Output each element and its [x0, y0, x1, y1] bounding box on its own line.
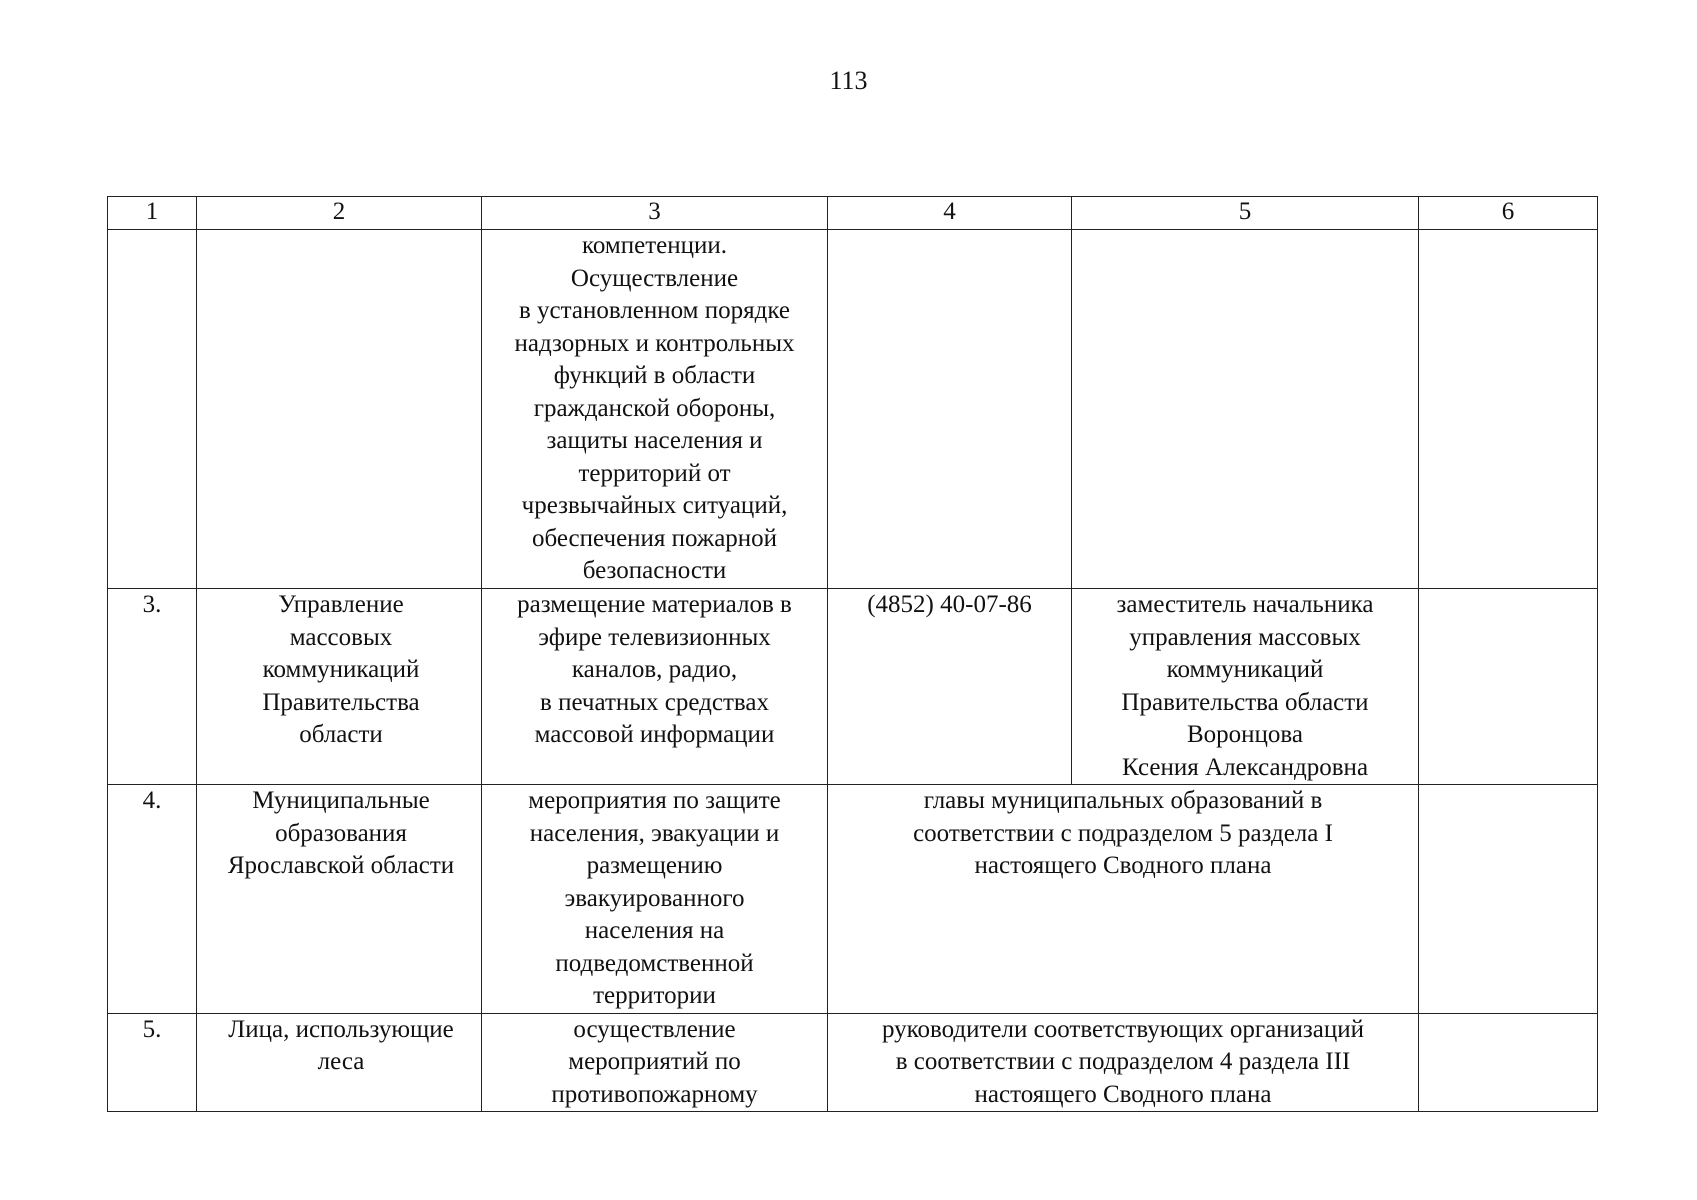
activity-cell — [482, 589, 828, 785]
merged-contact-text: руководители соответствующих организаций в соответствии с подразделом 4 раздела III настоящего Сводного плана — [881, 1015, 1365, 1108]
row-number-cell — [108, 230, 197, 589]
responsible-body-cell — [197, 1013, 482, 1112]
activity-text: осуществление мероприятий по противопожарному — [551, 1015, 758, 1108]
phone-cell — [828, 589, 1072, 785]
table-row — [108, 1013, 1598, 1112]
row-number: 4. — [142, 787, 162, 814]
activity-cell — [482, 1013, 828, 1112]
merged-contact-cell — [828, 1013, 1419, 1112]
contact-person-cell — [1072, 230, 1419, 589]
activity-text: компетенции. Осуществление в установленном порядке надзорных и контрольных функций в области гражданской обороны, защиты населения и территорий от чрезвычайных ситуаций, обеспечения пожарной безопасности — [514, 232, 795, 584]
responsible-body-text: Управление массовых коммуникаций Правительства области — [262, 591, 420, 748]
table-header-row — [108, 197, 1598, 230]
phone-cell — [828, 230, 1072, 589]
header-cell-3: 3 — [482, 197, 828, 230]
activity-text: размещение материалов в эфире телевизионных каналов, радио, в печатных средствах массовой информации — [517, 591, 792, 748]
table-row — [108, 785, 1598, 1014]
row-number: 3. — [142, 591, 162, 618]
merged-contact-cell — [828, 785, 1419, 1014]
row-number-cell — [108, 1013, 197, 1112]
header-cell-5: 5 — [1072, 197, 1419, 230]
responsible-body-text: Муниципальные образования Ярославской области — [227, 787, 455, 879]
header-cell-6: 6 — [1419, 197, 1598, 230]
responsible-body-cell — [197, 230, 482, 589]
row-number: 5. — [142, 1015, 162, 1043]
header-cell-4: 4 — [828, 197, 1072, 230]
note-cell — [1419, 589, 1598, 785]
header-cell-1: 1 — [108, 197, 197, 230]
row-number-cell — [108, 589, 197, 785]
activity-text: мероприятия по защите населения, эвакуации и размещению эвакуированного населения на подведомственной территории — [528, 787, 781, 1009]
merged-contact-text: главы муниципальных образований в соответствии с подразделом 5 раздела I настоящего Сводного плана — [913, 787, 1333, 879]
responsible-body-cell — [197, 589, 482, 785]
page-number: 113 — [829, 66, 868, 95]
responsible-body-text: Лица, использующие леса — [228, 1015, 454, 1075]
plan-table — [107, 196, 1598, 1112]
note-cell — [1419, 1013, 1598, 1112]
responsible-body-cell — [197, 785, 482, 1014]
row-number-cell — [108, 785, 197, 1014]
phone-text: (4852) 40-07-86 — [867, 591, 1032, 618]
activity-cell — [482, 230, 828, 589]
activity-cell — [482, 785, 828, 1014]
table-row — [108, 230, 1598, 589]
header-cell-2: 2 — [197, 197, 482, 230]
note-cell — [1419, 230, 1598, 589]
contact-person-cell — [1072, 589, 1419, 785]
note-cell — [1419, 785, 1598, 1014]
contact-person-text: заместитель начальника управления массовых коммуникаций Правительства области Воронцова Ксения Александровна — [1116, 591, 1374, 781]
table-row — [108, 589, 1598, 785]
